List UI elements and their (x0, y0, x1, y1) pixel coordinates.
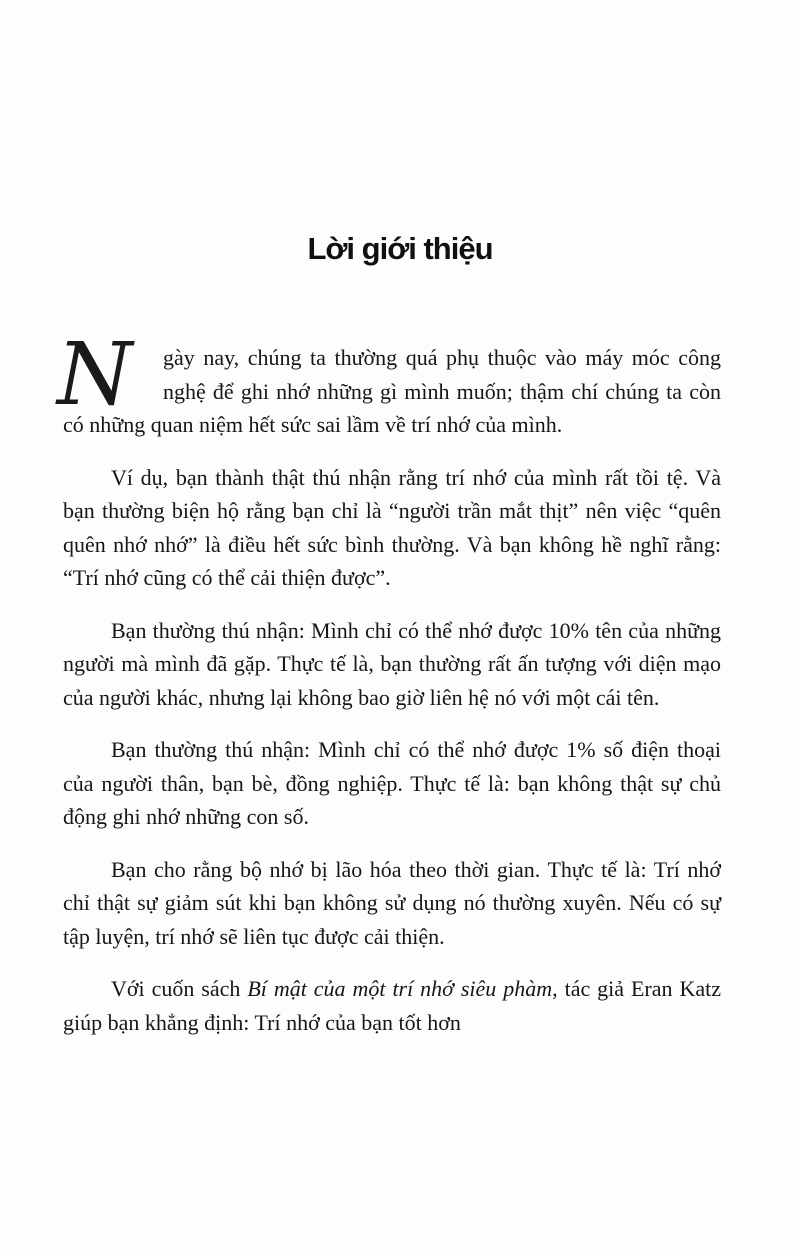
body-paragraph: Bạn cho rằng bộ nhớ bị lão hóa theo thời gian. Thực tế là: Trí nhớ chỉ thật sự giảm sút khi bạn không sử dụng nó thường xuyên. Nếu có sự tập luyện, trí nhớ sẽ liên tục được cải thiện. (63, 856, 721, 949)
chapter-title: Lời giới thiệu (307, 231, 493, 266)
closing-text-after: , tác giả Eran Katz giúp bạn khẳng định: Trí nhớ của bạn tốt hơn (63, 976, 722, 1035)
body-paragraph: Ví dụ, bạn thành thật thú nhận rằng trí nhớ của mình rất tồi tệ. Và bạn thường biện hộ rằng bạn chỉ là “người trần mắt thịt” nên việc “quên quên nhớ nhớ” là điều hết sức bình thường. Và bạn không hề nghĩ rằng: “Trí nhớ cũng có thể cải thiện được”. (63, 464, 721, 590)
drop-cap-letter: N (57, 325, 133, 425)
opening-paragraph-text: gày nay, chúng ta thường quá phụ thuộc vào máy móc công nghệ để ghi nhớ những gì mình muốn; thậm chí chúng ta còn có những quan niệm hết sức sai lầm về trí nhớ của mình. (63, 345, 721, 437)
closing-paragraph (63, 972, 721, 1039)
chapter-body (57, 325, 722, 1058)
body-paragraph: Bạn thường thú nhận: Mình chỉ có thể nhớ được 1% số điện thoại của người thân, bạn bè, đồng nghiệp. Thực tế là: bạn không thật sự chủ động ghi nhớ những con số. (63, 737, 721, 829)
book-title-italic: Bí mật của một trí nhớ siêu phàm (247, 976, 553, 1001)
body-paragraph: Bạn thường thú nhận: Mình chỉ có thể nhớ được 10% tên của những người mà mình đã gặp. Thực tế là, bạn thường rất ấn tượng với diện mạo của người khác, nhưng lại không bao giờ liên hệ nó với một cái tên. (63, 617, 721, 710)
closing-text-before: Với cuốn sách (111, 976, 248, 1001)
opening-paragraph (57, 325, 721, 442)
